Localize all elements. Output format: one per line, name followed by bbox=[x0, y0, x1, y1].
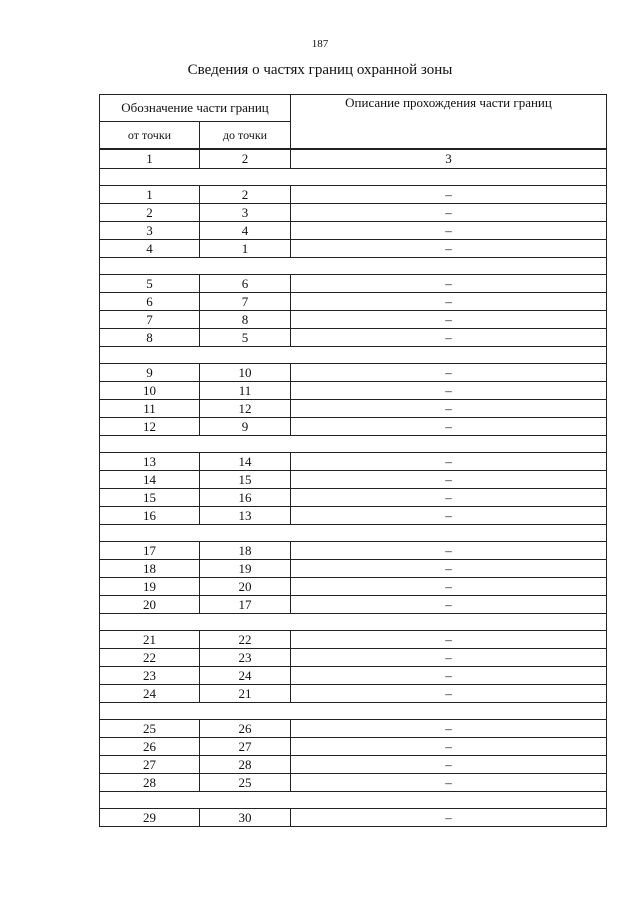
column-number: 2 bbox=[200, 149, 291, 169]
table-body bbox=[100, 169, 607, 827]
description-header: Описание прохождения части границ bbox=[291, 95, 607, 150]
description-cell: – bbox=[291, 293, 607, 311]
boundary-designation-header: Обозначение части границ bbox=[100, 95, 291, 122]
to-point-cell: 1 bbox=[200, 240, 291, 258]
to-point-cell: 21 bbox=[200, 685, 291, 703]
to-point-cell: 8 bbox=[200, 311, 291, 329]
from-point-cell: 9 bbox=[100, 364, 200, 382]
table-row bbox=[100, 578, 607, 596]
description-cell: – bbox=[291, 667, 607, 685]
description-cell: – bbox=[291, 204, 607, 222]
from-point-cell: 13 bbox=[100, 453, 200, 471]
boundary-parts-table bbox=[99, 94, 607, 827]
description-cell: – bbox=[291, 400, 607, 418]
table-row bbox=[100, 685, 607, 703]
group-separator-cell bbox=[100, 258, 607, 275]
from-point-cell: 15 bbox=[100, 489, 200, 507]
table-row bbox=[100, 756, 607, 774]
from-point-cell: 4 bbox=[100, 240, 200, 258]
group-separator-cell bbox=[100, 169, 607, 186]
description-cell: – bbox=[291, 507, 607, 525]
from-point-cell: 5 bbox=[100, 275, 200, 293]
from-point-cell: 27 bbox=[100, 756, 200, 774]
description-cell: – bbox=[291, 809, 607, 827]
from-point-cell: 29 bbox=[100, 809, 200, 827]
to-point-cell: 15 bbox=[200, 471, 291, 489]
table-row bbox=[100, 222, 607, 240]
group-separator-cell bbox=[100, 614, 607, 631]
to-point-cell: 27 bbox=[200, 738, 291, 756]
table-row bbox=[100, 507, 607, 525]
group-separator-row bbox=[100, 258, 607, 275]
to-point-cell: 14 bbox=[200, 453, 291, 471]
to-point-cell: 19 bbox=[200, 560, 291, 578]
table-row bbox=[100, 667, 607, 685]
table-row bbox=[100, 311, 607, 329]
table-row bbox=[100, 400, 607, 418]
group-separator-row bbox=[100, 436, 607, 453]
description-cell: – bbox=[291, 774, 607, 792]
table-row bbox=[100, 471, 607, 489]
to-point-cell: 25 bbox=[200, 774, 291, 792]
description-cell: – bbox=[291, 240, 607, 258]
from-point-cell: 24 bbox=[100, 685, 200, 703]
from-point-cell: 26 bbox=[100, 738, 200, 756]
to-point-cell: 5 bbox=[200, 329, 291, 347]
from-point-cell: 20 bbox=[100, 596, 200, 614]
to-point-header: до точки bbox=[200, 122, 291, 150]
group-separator-row bbox=[100, 792, 607, 809]
description-cell: – bbox=[291, 222, 607, 240]
group-separator-cell bbox=[100, 347, 607, 364]
page-number: 187 bbox=[311, 38, 329, 50]
description-cell: – bbox=[291, 275, 607, 293]
table-row bbox=[100, 186, 607, 204]
group-separator-row bbox=[100, 169, 607, 186]
description-cell: – bbox=[291, 631, 607, 649]
from-point-cell: 11 bbox=[100, 400, 200, 418]
group-separator-row bbox=[100, 525, 607, 542]
to-point-cell: 30 bbox=[200, 809, 291, 827]
description-cell: – bbox=[291, 578, 607, 596]
to-point-cell: 22 bbox=[200, 631, 291, 649]
group-separator-row bbox=[100, 614, 607, 631]
to-point-cell: 9 bbox=[200, 418, 291, 436]
table-row bbox=[100, 329, 607, 347]
to-point-cell: 4 bbox=[200, 222, 291, 240]
table-row bbox=[100, 293, 607, 311]
from-point-cell: 10 bbox=[100, 382, 200, 400]
description-cell: – bbox=[291, 471, 607, 489]
from-point-cell: 18 bbox=[100, 560, 200, 578]
group-separator-row bbox=[100, 347, 607, 364]
from-point-cell: 23 bbox=[100, 667, 200, 685]
from-point-cell: 17 bbox=[100, 542, 200, 560]
group-separator-cell bbox=[100, 436, 607, 453]
from-point-cell: 3 bbox=[100, 222, 200, 240]
description-cell: – bbox=[291, 596, 607, 614]
description-cell: – bbox=[291, 382, 607, 400]
description-cell: – bbox=[291, 720, 607, 738]
to-point-cell: 2 bbox=[200, 186, 291, 204]
to-point-cell: 11 bbox=[200, 382, 291, 400]
description-cell: – bbox=[291, 311, 607, 329]
table-row bbox=[100, 240, 607, 258]
table-row bbox=[100, 596, 607, 614]
table-row bbox=[100, 364, 607, 382]
description-cell: – bbox=[291, 649, 607, 667]
description-cell: – bbox=[291, 418, 607, 436]
to-point-cell: 28 bbox=[200, 756, 291, 774]
from-point-cell: 21 bbox=[100, 631, 200, 649]
description-cell: – bbox=[291, 756, 607, 774]
column-number: 3 bbox=[291, 149, 607, 169]
table-row bbox=[100, 542, 607, 560]
from-point-cell: 7 bbox=[100, 311, 200, 329]
table-row bbox=[100, 204, 607, 222]
group-separator-cell bbox=[100, 703, 607, 720]
from-point-cell: 25 bbox=[100, 720, 200, 738]
description-cell: – bbox=[291, 560, 607, 578]
from-point-cell: 19 bbox=[100, 578, 200, 596]
description-cell: – bbox=[291, 738, 607, 756]
description-cell: – bbox=[291, 364, 607, 382]
from-point-cell: 6 bbox=[100, 293, 200, 311]
table-row bbox=[100, 275, 607, 293]
from-point-cell: 22 bbox=[100, 649, 200, 667]
to-point-cell: 13 bbox=[200, 507, 291, 525]
column-number: 1 bbox=[100, 149, 200, 169]
table-row bbox=[100, 738, 607, 756]
table-row bbox=[100, 649, 607, 667]
to-point-cell: 24 bbox=[200, 667, 291, 685]
from-point-cell: 16 bbox=[100, 507, 200, 525]
table-row bbox=[100, 560, 607, 578]
table-row bbox=[100, 453, 607, 471]
page-title: Сведения о частях границ охранной зоны bbox=[187, 62, 453, 78]
from-point-cell: 28 bbox=[100, 774, 200, 792]
description-cell: – bbox=[291, 542, 607, 560]
description-cell: – bbox=[291, 489, 607, 507]
table-row bbox=[100, 631, 607, 649]
from-point-cell: 1 bbox=[100, 186, 200, 204]
description-cell: – bbox=[291, 329, 607, 347]
to-point-cell: 20 bbox=[200, 578, 291, 596]
table-row bbox=[100, 720, 607, 738]
from-point-cell: 12 bbox=[100, 418, 200, 436]
group-separator-cell bbox=[100, 792, 607, 809]
to-point-cell: 16 bbox=[200, 489, 291, 507]
to-point-cell: 3 bbox=[200, 204, 291, 222]
to-point-cell: 7 bbox=[200, 293, 291, 311]
to-point-cell: 10 bbox=[200, 364, 291, 382]
from-point-cell: 14 bbox=[100, 471, 200, 489]
to-point-cell: 6 bbox=[200, 275, 291, 293]
to-point-cell: 26 bbox=[200, 720, 291, 738]
from-point-header: от точки bbox=[100, 122, 200, 150]
description-cell: – bbox=[291, 186, 607, 204]
from-point-cell: 8 bbox=[100, 329, 200, 347]
description-cell: – bbox=[291, 685, 607, 703]
group-separator-cell bbox=[100, 525, 607, 542]
to-point-cell: 12 bbox=[200, 400, 291, 418]
table-row bbox=[100, 774, 607, 792]
group-separator-row bbox=[100, 703, 607, 720]
to-point-cell: 23 bbox=[200, 649, 291, 667]
table-row bbox=[100, 809, 607, 827]
description-cell: – bbox=[291, 453, 607, 471]
table-row bbox=[100, 418, 607, 436]
from-point-cell: 2 bbox=[100, 204, 200, 222]
table-row bbox=[100, 489, 607, 507]
table-row bbox=[100, 382, 607, 400]
to-point-cell: 17 bbox=[200, 596, 291, 614]
to-point-cell: 18 bbox=[200, 542, 291, 560]
